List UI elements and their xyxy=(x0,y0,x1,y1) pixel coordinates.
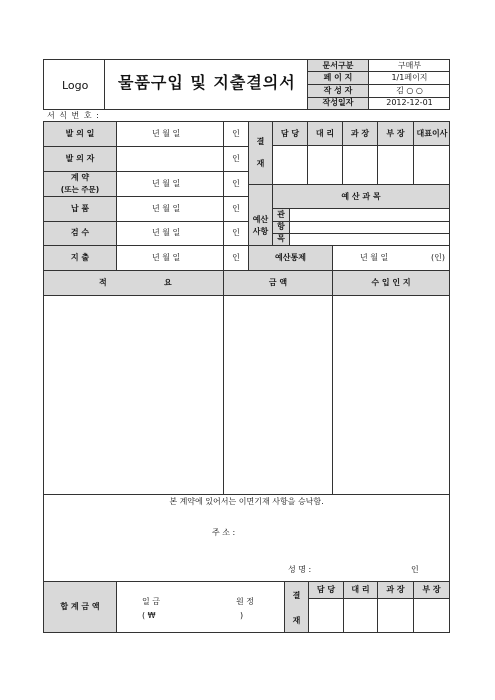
approval-col-dept-head: 부 장 xyxy=(386,129,405,138)
name-seal: 인 xyxy=(411,565,419,574)
meta-value-doctype: 구매부 xyxy=(397,61,422,70)
row-label-contract-sub: (또는 주문) xyxy=(60,185,100,194)
agreement-text: 본 계약에 있어서는 이면기재 사항을 승낙함. xyxy=(169,497,324,506)
meta-label-date: 작성일자 xyxy=(322,98,354,107)
document-title: 물품구입 및 지출결의서 xyxy=(118,73,296,92)
bottom-approval-col-assistant: 대 리 xyxy=(351,585,370,594)
amount-column-body[interactable] xyxy=(224,296,332,494)
row-label-contract: 계 약 xyxy=(70,173,90,182)
meta-label-doctype: 문서구분 xyxy=(322,61,354,70)
seal-inspection: 인 xyxy=(232,228,240,237)
budget-sub-mok: 목 xyxy=(277,234,285,243)
meta-value-author: 김 ○ ○ xyxy=(396,86,423,95)
date-field-proposal[interactable]: 년 월 일 xyxy=(152,129,181,138)
seal-expenditure: 인 xyxy=(232,253,240,262)
meta-value-date: 2012-12-01 xyxy=(386,98,433,107)
approval-label-top-2: 재 xyxy=(256,159,265,168)
table-header-summary-1: 적 xyxy=(99,278,107,287)
seal-proposer: 인 xyxy=(232,154,240,163)
logo: Logo xyxy=(62,79,89,92)
total-il-geum: 일 금 xyxy=(142,597,160,606)
row-label-expenditure: 지 출 xyxy=(70,253,90,262)
date-field-inspection[interactable]: 년 월 일 xyxy=(152,228,181,237)
approval-label-bottom-2: 재 xyxy=(292,616,301,625)
approval-col-assistant: 대 리 xyxy=(315,129,335,138)
budget-header: 예 산 과 목 xyxy=(341,192,381,201)
row-label-inspection: 검 수 xyxy=(70,228,90,237)
form-number-label: 서 식 번 호 : xyxy=(47,111,100,120)
bottom-approval-col-staff: 담 당 xyxy=(316,585,336,594)
bottom-approval-col-dept-head: 부 장 xyxy=(422,585,441,594)
date-field-contract[interactable]: 년 월 일 xyxy=(152,179,181,188)
total-close-paren: ) xyxy=(240,611,244,620)
approval-col-section-chief: 과 장 xyxy=(350,129,370,138)
bottom-approval-col-section-chief: 과 장 xyxy=(386,585,405,594)
budget-control-label: 예산통제 xyxy=(275,253,306,262)
approval-col-staff: 담 당 xyxy=(280,129,300,138)
summary-column-body[interactable] xyxy=(44,296,223,494)
row-label-proposer: 발 의 자 xyxy=(65,154,95,163)
row-label-proposal-date: 발 의 일 xyxy=(65,129,95,138)
name-label: 성 명 : xyxy=(288,565,312,574)
total-amount-label: 합 계 금 액 xyxy=(60,602,100,611)
approval-label-top-1: 결 xyxy=(256,137,265,146)
meta-label-page: 페 이 지 xyxy=(323,73,353,82)
meta-value-page: 1/1페이지 xyxy=(391,73,428,82)
table-header-amount: 금 액 xyxy=(268,278,288,287)
table-header-revenue-stamp: 수 입 인 지 xyxy=(371,278,411,287)
budget-side-label-2: 사항 xyxy=(252,227,269,236)
total-won-sign[interactable]: ( ₩ xyxy=(142,611,156,620)
table-header-summary-2: 요 xyxy=(164,278,172,287)
address-label: 주 소 : xyxy=(212,528,236,537)
budget-sub-hang: 항 xyxy=(277,222,285,231)
row-label-delivery: 납 품 xyxy=(70,204,90,213)
approval-label-bottom-1: 결 xyxy=(292,591,301,600)
budget-sub-gwan: 관 xyxy=(277,210,285,219)
date-field-delivery[interactable]: 년 월 일 xyxy=(152,204,181,213)
seal-proposal-date: 인 xyxy=(232,129,240,138)
total-won-jeong: 원 정 xyxy=(236,597,254,606)
date-field-expenditure[interactable]: 년 월 일 xyxy=(152,253,181,262)
budget-side-label-1: 예산 xyxy=(252,215,269,224)
budget-control-seal: (인) xyxy=(431,253,445,262)
stamp-column-body[interactable] xyxy=(333,296,449,494)
budget-control-date[interactable]: 년 월 일 xyxy=(360,253,389,262)
seal-delivery: 인 xyxy=(232,204,240,213)
approval-col-ceo: 대표이사 xyxy=(416,129,448,138)
meta-label-author: 작 성 자 xyxy=(323,86,353,95)
seal-contract: 인 xyxy=(232,179,240,188)
